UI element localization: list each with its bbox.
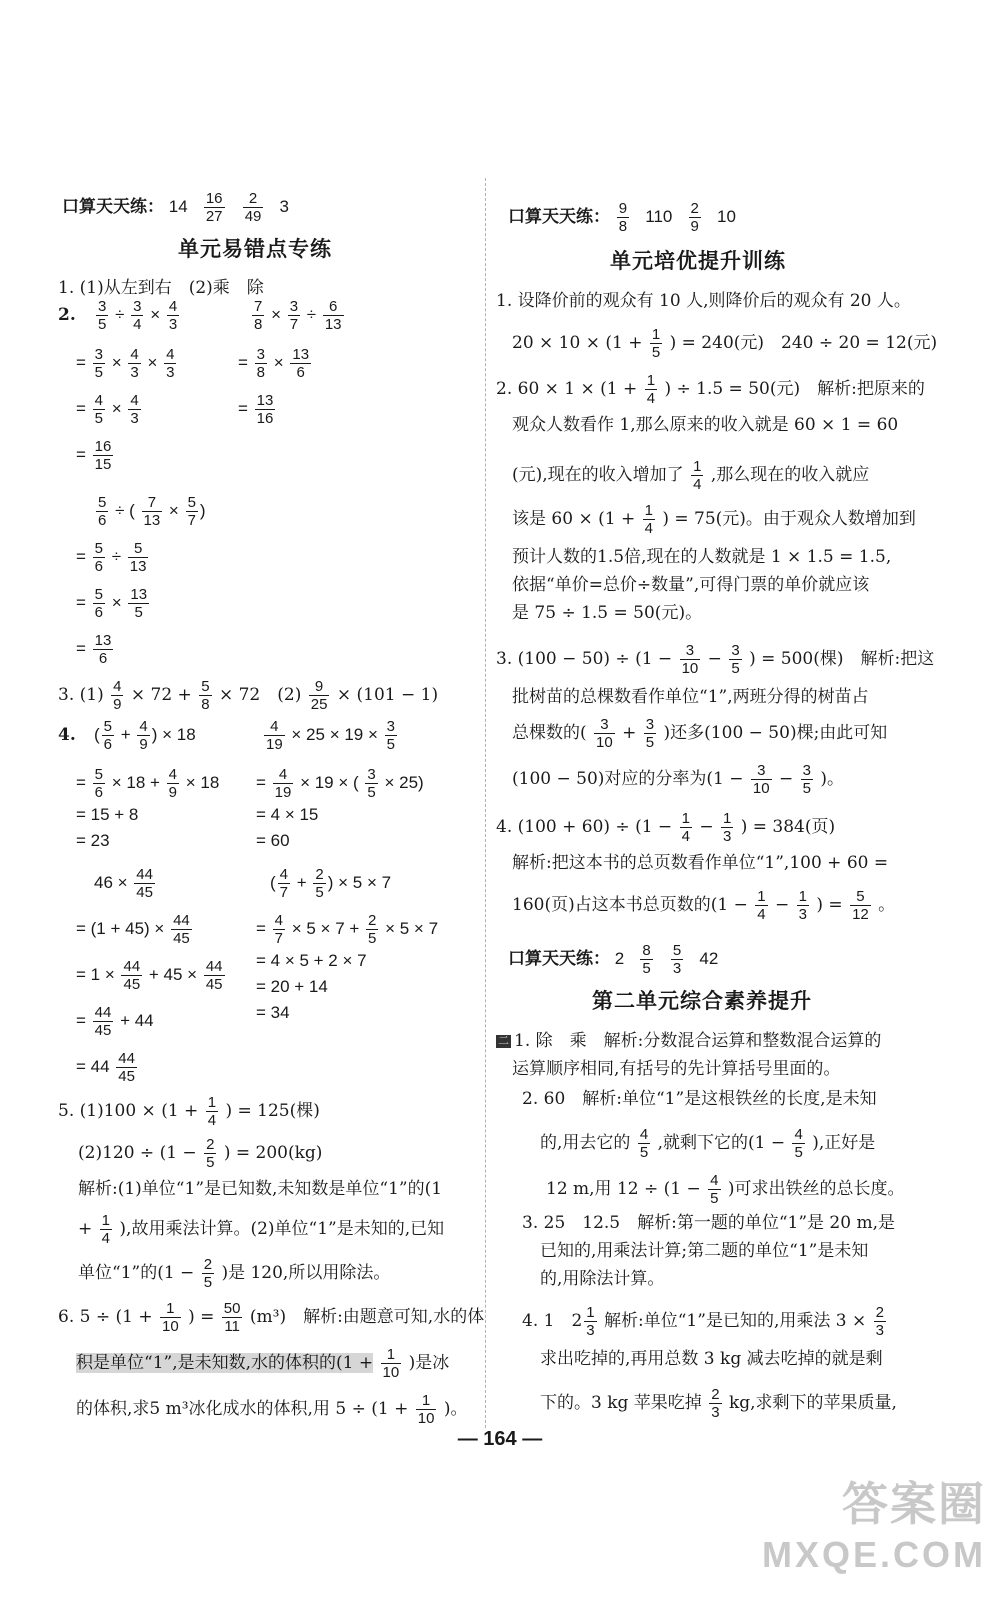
q2-expr-b1: $\frac{7}{8}$ × $\frac{3}{7}$ ÷ $\frac{6}{13}$ [254, 298, 342, 333]
r3-line4: (100 − 50)对应的分率为(1 − $\frac{3}{10}$ − $\frac{3}{5}$ )。 [512, 762, 845, 797]
q4-expr-a1: ( $\frac{5}{6}$ + $\frac{4}{9}$ ) × 18 [94, 718, 196, 753]
q4-expr-b3: = 4 × 15 [256, 805, 319, 824]
r2-line4: 该是 60 × (1 + $\frac{1}{4}$ ) = 75(元)。由于观众人数增加到 [512, 502, 916, 537]
q5-explain-1: 解析:(1)单位“1”是已知数,未知数是单位“1”的(1 [78, 1179, 443, 1199]
r3-line2: 批树苗的总棵数看作单位“1”,两班分得的树苗占 [512, 687, 869, 707]
s3-line1: 3. 25 12.5 解析:第一题的单位“1”是 20 m,是 [522, 1213, 895, 1233]
q4-expr-b2: = $\frac{4}{19}$ × 19 × ( $\frac{3}{5}$ × 25) [256, 766, 424, 801]
page-number: — 164 — [457, 1428, 543, 1450]
q2-number: 2. [58, 305, 76, 325]
r2-line3: (元),现在的收入增加了 $\frac{1}{4}$ ,那么现在的收入就应 [512, 458, 870, 493]
s3-line2: 已知的,用乘法计算;第二题的单位“1”是未知 [540, 1241, 869, 1261]
r4-line3: 160(页)占这本书总页数的(1 − $\frac{1}{4}$ − $\frac{1}{3}$ ) = $\frac{5}{12}$ 。 [512, 888, 896, 923]
s2-line2: 的,用去它的 $\frac{4}{5}$ ,就剩下它的(1 − $\frac{4}{5}$ ),正好是 [540, 1126, 876, 1161]
q4-expr-c3: = 1 × $\frac{44}{45}$ + 45 × $\frac{44}{45}$ [76, 958, 223, 993]
q5-line1: 5. (1)100 × (1 + $\frac{1}{4}$ ) = 125(棵) [58, 1094, 320, 1129]
q4-expr-c1: 46 × $\frac{44}{45}$ [94, 866, 153, 901]
q2-expr-b2: = $\frac{3}{8}$ × $\frac{13}{6}$ [238, 346, 310, 381]
s1-line1: 二 1. 除 乘 解析:分数混合运算和整数混合运算的 [498, 1031, 882, 1051]
r4-line1: 4. (100 + 60) ÷ (1 − $\frac{1}{4}$ − $\frac{1}{3}$ ) = 384(页) [496, 810, 836, 845]
s4-line1: 4. 1 2 $\frac{1}{3}$ 解析:单位“1”是已知的,用乘法 3 × $\frac{2}{3}$ [522, 1304, 884, 1339]
q4-expr-d1: ( $\frac{4}{7}$ + $\frac{2}{5}$ ) × 5 × 7 [270, 866, 392, 901]
q4-expr-d2: = $\frac{4}{7}$ × 5 × 7 + $\frac{2}{5}$ × 5 × 7 [256, 912, 439, 947]
r3-line3: 总棵数的( $\frac{3}{10}$ + $\frac{3}{5}$ )还多(100 − 50)棵;由此可知 [512, 716, 888, 751]
column-divider [485, 178, 486, 1428]
s2-line1: 2. 60 解析:单位“1”是这根铁丝的长度,是未知 [522, 1089, 877, 1109]
s1-line2: 运算顺序相同,有括号的先计算括号里面的。 [512, 1059, 841, 1079]
kousuan-line: 口算天天练： 14 $\frac{16}{27}$ $\frac{2}{49}$ 3 [62, 190, 290, 225]
section-title-right-1: 单元培优提升训练 [610, 248, 786, 273]
q4-expr-a3: = 15 + 8 [76, 805, 139, 824]
q1-answer: 1. (1)从左到右 (2)乘 除 [58, 278, 264, 298]
s3-line3: 的,用除法计算。 [540, 1269, 665, 1289]
q2-expr-b3: = $\frac{13}{16}$ [238, 392, 274, 427]
r2-line1: 2. 60 × 1 × (1 + $\frac{1}{4}$ ) ÷ 1.5 = 50(元) 解析:把原来的 [496, 372, 925, 407]
r3-line1: 3. (100 − 50) ÷ (1 − $\frac{3}{10}$ − $\frac{3}{5}$ ) = 500(棵) 解析:把这 [496, 642, 935, 677]
q3-answer: 3. (1) $\frac{4}{9}$ × 72 + $\frac{5}{8}$ × 72 (2) $\frac{9}{25}$ × (101 − 1) [58, 678, 439, 713]
q4-expr-c4: = $\frac{44}{45}$ + 44 [76, 1004, 154, 1039]
r2-line5: 预计人数的1.5倍,现在的人数就是 1 × 1.5 = 1.5, [512, 547, 892, 567]
s2-line3: 12 m,用 12 ÷ (1 − $\frac{4}{5}$ )可求出铁丝的总长度。 [546, 1172, 905, 1207]
r1-line2: 20 × 10 × (1 + $\frac{1}{5}$ ) = 240(元) 240 ÷ 20 = 12(元) [512, 326, 938, 361]
r1-line1: 1. 设降价前的观众有 10 人,则降价后的观众有 20 人。 [496, 291, 911, 311]
q4-expr-c2: = (1 + 45) × $\frac{44}{45}$ [76, 912, 190, 947]
r2-line7: 是 75 ÷ 1.5 = 50(元)。 [512, 603, 703, 623]
r4-line2: 解析:把这本书的总页数看作单位“1”,100 + 60 = [512, 853, 889, 873]
s4-line3: 下的。3 kg 苹果吃掉 $\frac{2}{3}$ kg,求剩下的苹果质量, [540, 1386, 897, 1421]
q4-expr-a4: = 23 [76, 831, 110, 850]
q4-expr-c5: = 44 $\frac{44}{45}$ [76, 1050, 135, 1085]
section-title-right-2: 第二单元综合素养提升 [592, 988, 812, 1013]
q4-expr-b4: = 60 [256, 831, 290, 850]
q2-expr-c3: = $\frac{5}{6}$ × $\frac{13}{5}$ [76, 586, 148, 621]
q2-expr-a4: = $\frac{16}{15}$ [76, 438, 112, 473]
section-mark-icon: 二 [498, 1035, 509, 1047]
q2-expr-c1: $\frac{5}{6}$ ÷ ( $\frac{7}{13}$ × $\frac{5}{7}$ ) [98, 494, 206, 529]
kousuan-line-right-2: 口算天天练： 2 $\frac{8}{5}$ $\frac{5}{3}$ 42 [508, 942, 719, 977]
s4-line2: 求出吃掉的,再用总数 3 kg 减去吃掉的就是剩 [540, 1349, 883, 1369]
q4-number: 4. [58, 725, 76, 745]
q4-expr-d4: = 20 + 14 [256, 977, 328, 996]
q2-expr-a3: = $\frac{4}{5}$ × $\frac{4}{3}$ [76, 392, 139, 427]
q5-explain-2: + $\frac{1}{4}$ ),故用乘法计算。(2)单位“1”是未知的,已知 [78, 1212, 445, 1247]
q2-expr-c4: = $\frac{13}{6}$ [76, 632, 112, 667]
r2-line2: 观众人数看作 1,那么原来的收入就是 60 × 1 = 60 [512, 415, 899, 435]
q5-line2: (2)120 ÷ (1 − $\frac{2}{5}$ ) = 200(kg) [78, 1136, 323, 1171]
r2-line6: 依据“单价=总价÷数量”,可得门票的单价就应该 [512, 575, 870, 595]
q2-expr-a1: $\frac{3}{5}$ ÷ $\frac{3}{4}$ × $\frac{4}{3}$ [98, 298, 178, 333]
q4-expr-d3: = 4 × 5 + 2 × 7 [256, 951, 367, 970]
section-title-left: 单元易错点专练 [178, 236, 332, 261]
watermark-logo: 答案圈 MXQE.COM [761, 1478, 986, 1575]
q4-expr-b1: $\frac{4}{19}$ × 25 × 19 × $\frac{3}{5}$ [266, 718, 395, 753]
q4-expr-d5: = 34 [256, 1003, 290, 1022]
q4-expr-a2: = $\frac{5}{6}$ × 18 + $\frac{4}{9}$ × 18 [76, 766, 220, 801]
q2-expr-c2: = $\frac{5}{6}$ ÷ $\frac{5}{13}$ [76, 540, 147, 575]
q6-line2: 积是单位“1”,是未知数,水的体积的(1 + $\frac{1}{10}$ )是冰 [76, 1346, 450, 1381]
kousuan-line-right-1: 口算天天练： $\frac{9}{8}$ 110 $\frac{2}{9}$ 10 [508, 200, 736, 235]
q6-line1: 6. 5 ÷ (1 + $\frac{1}{10}$ ) = $\frac{50}{11}$ (m³) 解析:由题意可知,水的体 [58, 1300, 485, 1335]
q5-explain-3: 单位“1”的(1 − $\frac{2}{5}$ )是 120,所以用除法。 [78, 1256, 391, 1291]
q2-expr-a2: = $\frac{3}{5}$ × $\frac{4}{3}$ × $\frac{4}{3}$ [76, 346, 175, 381]
q6-line3: 的体积,求5 m³冰化成水的体积,用 5 ÷ (1 + $\frac{1}{10}$ )。 [76, 1392, 468, 1427]
